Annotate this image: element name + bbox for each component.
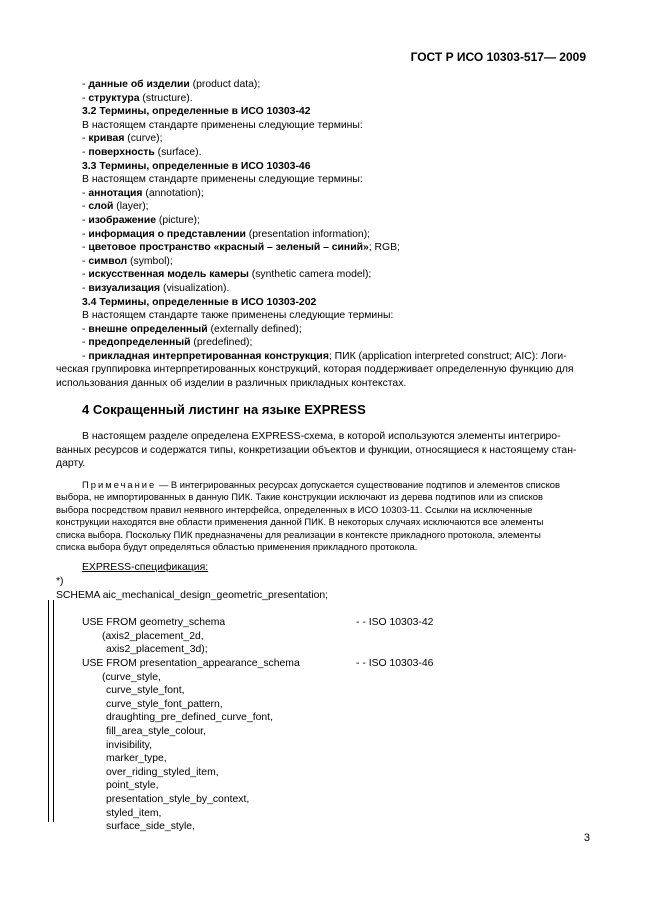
section-heading-4: 4 Сокращенный листинг на языке EXPRESS xyxy=(82,401,366,417)
term-item: - аннотация (annotation); xyxy=(82,187,204,199)
term-item: - поверхность (surface). xyxy=(82,146,202,158)
code-line: fill_area_style_colour, xyxy=(106,726,206,737)
code-line: axis2_placement_3d); xyxy=(106,644,208,656)
subsection-heading-3-2: 3.2 Термины, определенные в ИСО 10303-42 xyxy=(82,106,311,118)
subsection-intro: В настоящем стандарте применены следующие термины: xyxy=(82,119,363,131)
section-paragraph: В настоящем разделе определена EXPRESS-схема, в которой используются элементы интегриро- xyxy=(82,431,561,443)
express-spec-label: EXPRESS-спецификация: xyxy=(82,562,209,574)
note-block: Примечание — В интегрированных ресурсах допускается существование подтипов и элементов списков выбора, не импортированных в данную ПИК. Такие конструкции исключают из дерева подтипов или из списков выбора посредством правил неявного интерфейса, определенных в ИСО 10303-11. Ссылки на исключенные конструкции находятся вне области применения данной ПИК. В некоторых случаях исключаются все элементы списка выбора. Поскольку ПИК предназначены для реализации в контексте прикладного протокола, элементы списка выбора будут определяться областью применения прикладного протокола. xyxy=(56,479,560,553)
definition-continuation: использования данных об изделии в различных прикладных контекстах. xyxy=(56,378,407,390)
document-header: ГОСТ Р ИСО 10303-517— 2009 xyxy=(410,50,586,64)
note-label: Примечание xyxy=(82,479,157,491)
code-open-comment: *) xyxy=(56,576,64,588)
term-item: - предопределенный (predefined); xyxy=(82,337,253,349)
code-line: curve_style_font_pattern, xyxy=(106,698,223,710)
code-line: over_riding_styled_item, xyxy=(106,766,219,778)
term-item: - кривая (curve); xyxy=(82,133,163,145)
code-line: curve_style_font, xyxy=(106,685,185,697)
term-item: - структура (structure). xyxy=(82,92,193,104)
code-line: styled_item, xyxy=(106,807,162,819)
term-item: - цветовое пространство «красный – зеленый – синий»; RGB; xyxy=(82,242,400,254)
code-line: draughting_pre_defined_curve_font, xyxy=(106,712,273,724)
code-line: presentation_style_by_context, xyxy=(106,793,250,805)
term-item: - визуализация (visualization). xyxy=(82,282,230,294)
definition-continuation: ческая группировка интерпретированных конструкций, которая поддерживает определенную функцию для xyxy=(56,364,574,376)
code-line: USE FROM presentation_appearance_schema - - ISO 10303-46 xyxy=(82,658,434,670)
subsection-intro: В настоящем стандарте применены следующие термины: xyxy=(82,174,363,186)
schema-declaration: SCHEMA aic_mechanical_design_geometric_presentation; xyxy=(56,589,329,601)
term-item: - внешне определенный (externally defined); xyxy=(82,323,302,335)
page-content xyxy=(56,78,590,834)
express-code-block xyxy=(56,616,590,834)
term-item: - слой (layer); xyxy=(82,201,149,213)
code-comment: - - ISO 10303-46 xyxy=(356,658,434,670)
code-comment: - - ISO 10303-42 xyxy=(356,617,434,629)
term-item: - данные об изделии (product data); xyxy=(82,79,261,90)
term-item: - искусственная модель камеры (synthetic camera model); xyxy=(82,269,372,281)
term-item: - символ (symbol); xyxy=(82,255,173,267)
subsection-intro: В настоящем стандарте также применены следующие термины: xyxy=(82,310,394,322)
term-item: - изображение (picture); xyxy=(82,214,200,226)
code-line: (axis2_placement_2d, xyxy=(102,630,204,642)
term-item-definition: - прикладная интерпретированная конструкция; ПИК (application interpreted construct; AIC): Логи- xyxy=(82,350,567,362)
change-bar xyxy=(48,600,54,822)
section-paragraph: ванных ресурсов и содержатся типы, конкретизации объектов и функции, относящиеся к настоящему стан- xyxy=(56,444,577,456)
code-line: invisibility, xyxy=(106,739,152,751)
code-line: USE FROM geometry_schema - - ISO 10303-42 xyxy=(82,617,434,629)
section-paragraph: дарту. xyxy=(56,458,86,470)
code-line: surface_side_style, xyxy=(106,821,195,833)
code-line: (curve_style, xyxy=(102,671,161,683)
code-line: marker_type, xyxy=(106,753,167,765)
subsection-heading-3-3: 3.3 Термины, определенные в ИСО 10303-46 xyxy=(82,160,311,172)
page-number: 3 xyxy=(583,832,590,844)
term-item: - информация о представлении (presentation information); xyxy=(82,228,371,240)
subsection-heading-3-4: 3.4 Термины, определенные в ИСО 10303-202 xyxy=(82,296,317,308)
code-line: point_style, xyxy=(106,780,159,792)
